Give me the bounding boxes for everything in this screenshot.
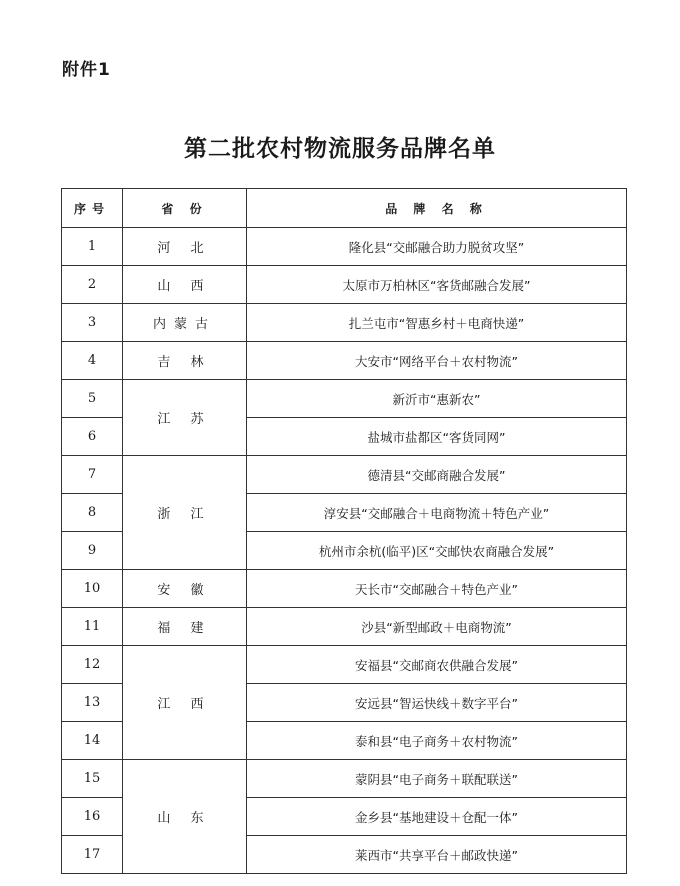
row-number: 3	[62, 304, 123, 342]
row-number: 16	[62, 798, 123, 836]
brand-name-cell: 安福县“交邮商农供融合发展”	[247, 646, 627, 684]
brand-name-cell: 蒙阴县“电子商务＋联配联送”	[247, 760, 627, 798]
province-cell: 河 北	[123, 228, 247, 266]
header-province: 省 份	[123, 189, 247, 228]
table-row	[62, 456, 627, 494]
brand-name-cell: 盐城市盐都区“客货同网”	[247, 418, 627, 456]
row-number: 2	[62, 266, 123, 304]
province-cell: 山 西	[123, 266, 247, 304]
brand-name-cell: 泰和县“电子商务＋农村物流”	[247, 722, 627, 760]
brand-name-cell: 隆化县“交邮融合助力脱贫攻坚”	[247, 228, 627, 266]
table-row	[62, 228, 627, 266]
row-number: 6	[62, 418, 123, 456]
table-row	[62, 380, 627, 418]
brand-name-cell: 新沂市“惠新农”	[247, 380, 627, 418]
brand-name-cell: 德清县“交邮商融合发展”	[247, 456, 627, 494]
table-row	[62, 608, 627, 646]
province-cell: 吉 林	[123, 342, 247, 380]
row-number: 14	[62, 722, 123, 760]
row-number: 15	[62, 760, 123, 798]
row-number: 4	[62, 342, 123, 380]
header-number: 序号	[62, 189, 123, 228]
row-number: 9	[62, 532, 123, 570]
table-row	[62, 570, 627, 608]
row-number: 11	[62, 608, 123, 646]
attachment-label: 附件1	[62, 60, 111, 80]
table-row	[62, 342, 627, 380]
province-cell: 福 建	[123, 608, 247, 646]
province-cell: 内蒙古	[123, 304, 247, 342]
brand-name-cell: 金乡县“基地建设＋仓配一体”	[247, 798, 627, 836]
document-title: 第二批农村物流服务品牌名单	[184, 136, 496, 162]
table-header-row	[62, 189, 627, 228]
table-row	[62, 304, 627, 342]
province-cell: 江 苏	[123, 380, 247, 456]
brand-name-cell: 杭州市余杭(临平)区“交邮快农商融合发展”	[247, 532, 627, 570]
brand-name-cell: 淳安县“交邮融合＋电商物流＋特色产业”	[247, 494, 627, 532]
row-number: 8	[62, 494, 123, 532]
row-number: 17	[62, 836, 123, 874]
brand-name-cell: 扎兰屯市“智惠乡村＋电商快递”	[247, 304, 627, 342]
row-number: 1	[62, 228, 123, 266]
row-number: 13	[62, 684, 123, 722]
brand-name-cell: 沙县“新型邮政＋电商物流”	[247, 608, 627, 646]
brand-name-cell: 安远县“智运快线＋数字平台”	[247, 684, 627, 722]
row-number: 7	[62, 456, 123, 494]
row-number: 5	[62, 380, 123, 418]
table-row	[62, 646, 627, 684]
brand-list-table	[61, 188, 627, 874]
table-row	[62, 266, 627, 304]
province-cell: 山 东	[123, 760, 247, 874]
province-cell: 浙 江	[123, 456, 247, 570]
brand-name-cell: 大安市“网络平台＋农村物流”	[247, 342, 627, 380]
brand-name-cell: 天长市“交邮融合＋特色产业”	[247, 570, 627, 608]
header-brand: 品 牌 名 称	[247, 189, 627, 228]
brand-name-cell: 莱西市“共享平台＋邮政快递”	[247, 836, 627, 874]
brand-name-cell: 太原市万柏林区“客货邮融合发展”	[247, 266, 627, 304]
row-number: 12	[62, 646, 123, 684]
province-cell: 江 西	[123, 646, 247, 760]
row-number: 10	[62, 570, 123, 608]
province-cell: 安 徽	[123, 570, 247, 608]
table-row	[62, 760, 627, 798]
